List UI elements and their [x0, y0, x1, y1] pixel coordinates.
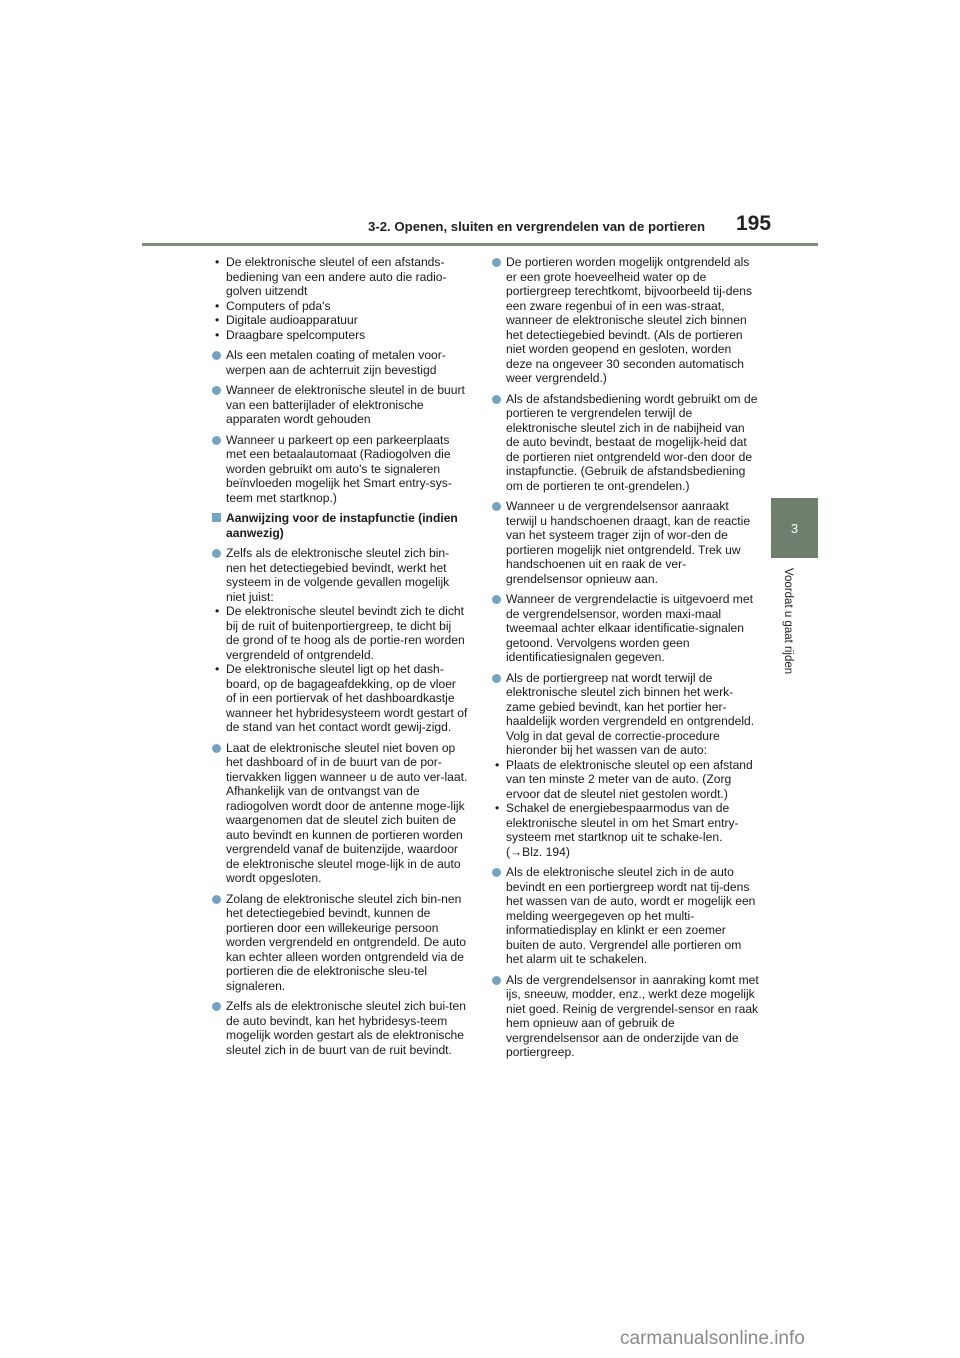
note-paragraph — [492, 671, 760, 860]
page-number: 195 — [736, 212, 772, 235]
note-paragraph — [212, 433, 468, 506]
square-bullet-icon — [212, 513, 221, 522]
chapter-tab[interactable]: 3 — [771, 498, 818, 558]
bullet-icon — [492, 595, 501, 604]
note-paragraph — [492, 255, 760, 386]
bullet-icon — [492, 868, 501, 877]
bullet-icon — [492, 395, 501, 404]
note-paragraph — [492, 592, 760, 665]
note-paragraph — [212, 383, 468, 427]
paragraph-text: Als de vergrendelsensor in aanraking komt met ijs, sneeuw, modder, enz., werkt deze mogelijk niet goed. Reinig de vergrendel-sensor en raak hem opnieuw aan of gebruik de vergrendelsensor aan de onderzijde van de portiergreep. — [506, 972, 759, 1059]
watermark: carmanualsonline.info — [620, 1328, 805, 1349]
list-item: • Digitale audioapparatuur — [212, 313, 468, 328]
note-paragraph — [212, 999, 468, 1057]
list-item: • Draagbare spelcomputers — [212, 328, 468, 343]
bullet-icon — [212, 895, 221, 904]
header-divider — [142, 243, 818, 246]
list-item: • Computers of pda's — [212, 299, 468, 314]
bullet-icon — [492, 976, 501, 985]
paragraph-text: Wanneer de vergrendelactie is uitgevoerd met de vergrendelsensor, worden maxi-maal tweemaal achter elkaar identificatie-signalen getoond. Vervolgens worden geen identificatiesignalen gegeven. — [506, 592, 753, 664]
note-paragraph — [212, 546, 468, 735]
interference-list — [212, 255, 468, 342]
bullet-icon — [212, 1002, 221, 1011]
list-item: • Plaats de elektronische sleutel op een afstand van ten minste 2 meter van de auto. (Zorg ervoor dat de sleutel niet gestolen wordt.) — [492, 758, 760, 802]
paragraph-text: Zelfs als de elektronische sleutel zich bin-nen het detectiegebied bevindt, werkt het systeem in de volgende gevallen mogelijk niet juist: — [226, 546, 450, 604]
paragraph-text: Als een metalen coating of metalen voor-werpen aan de achterruit zijn bevestigd — [226, 348, 446, 377]
paragraph-text: De portieren worden mogelijk ontgrendeld als er een grote hoeveelheid water op de portiergreep terechtkomt, bijvoorbeeld tij-dens een zware regenbui of in een was-straat, wanneer de elektronische sleutel zich binnen het detectiegebied bevindt. (Als de portieren niet worden geopend en gesloten, worden deze na ongeveer 30 seconden automatisch weer vergrendeld.) — [506, 255, 753, 385]
bullet-icon — [212, 436, 221, 445]
right-column — [492, 255, 760, 1066]
note-paragraph — [212, 348, 468, 377]
note-paragraph — [212, 892, 468, 994]
paragraph-text: Wanneer de elektronische sleutel in de buurt van een batterijlader of elektronische apparaten wordt gehouden — [226, 383, 465, 426]
note-paragraph — [492, 865, 760, 967]
bullet-icon — [492, 674, 501, 683]
chapter-side-label: Voordat u gaat rijden — [782, 568, 794, 675]
note-paragraph — [492, 499, 760, 586]
chapter-title: 3-2. Openen, sluiten en vergrendelen van de portieren — [368, 219, 706, 234]
paragraph-text: Laat de elektronische sleutel niet boven op het dashboard of in de buurt van de por-tiervakken liggen wanneer u de auto ver-laat. Afhankelijk van de ontvangst van de radiogolven wordt door de antenne moge-lijk waargenomen dat de sleutel zich buiten de auto bevindt en kunnen de portieren worden vergrendeld vanaf de buitenzijde, waardoor de elektronische sleutel moge-lijk in de auto wordt opgesloten. — [226, 740, 468, 885]
bullet-icon — [492, 258, 501, 267]
paragraph-text: Zelfs als de elektronische sleutel zich bui-ten de auto bevindt, kan het hybridesys-teem mogelijk worden gestart als de elektronische sleutel zich in de buurt van de ruit bevindt. — [226, 999, 466, 1057]
paragraph-text: Wanneer u parkeert op een parkeerplaats met een betaalautomaat (Radiogolven die worden gebruikt om auto's te signaleren beïnvloeden mogelijk het Smart entry-sys-teem met startknop.) — [226, 432, 452, 505]
bullet-icon — [492, 502, 501, 511]
left-column — [212, 255, 468, 1063]
paragraph-text: Als de afstandsbediening wordt gebruikt om de portieren te vergrendelen terwijl de elektronische sleutel zich in de nabijheid van de auto bevindt, bestaat de mogelijk-heid dat de portieren niet ontgrendeld wor-den door de instapfunctie. (Gebruik de afstandsbediening om de portieren te ont-grendelen.) — [506, 391, 758, 493]
bullet-icon — [212, 549, 221, 558]
section-heading — [212, 511, 468, 540]
list-item: • De elektronische sleutel of een afstands-bediening van een andere auto die radio-golven uitzendt — [212, 255, 468, 299]
paragraph-text: Als de elektronische sleutel zich in de auto bevindt en een portiergreep wordt nat tij-dens het wassen van de auto, wordt er mogelijk een melding weergegeven op het multi-informatiedisplay en klinkt er een zoemer buiten de auto. Vergrendel alle portieren om het alarm uit te schakelen. — [506, 865, 756, 966]
bullet-icon — [212, 744, 221, 753]
paragraph-text: Als de portiergreep nat wordt terwijl de elektronische sleutel zich binnen het werk-zame gebied bevindt, kan het portier her-haaldelijk worden vergrendeld en ontgrendeld. Volg in dat geval de correctie-procedure hieronder bij het wassen van de auto: — [506, 670, 755, 757]
paragraph-text: Zolang de elektronische sleutel zich bin-nen het detectiegebied bevindt, kunnen de portieren door een willekeurige persoon worden vergrendeld en ontgrendeld. De auto kan echter alleen worden ontgrendeld via de portieren die de elektronische sleu-tel signaleren. — [226, 891, 467, 993]
note-paragraph — [492, 392, 760, 494]
bullet-icon — [212, 386, 221, 395]
note-paragraph — [492, 973, 760, 1060]
list-item: • Schakel de energiebespaarmodus van de elektronische sleutel in om het Smart entry-systeem met startknop uit te schake-len. (→Blz. 194) — [492, 801, 760, 859]
note-paragraph — [212, 741, 468, 886]
list-item: • De elektronische sleutel bevindt zich te dicht bij de ruit of buitenportiergreep, te dicht bij de grond of te hoog als de portie-ren worden vergrendeld of ontgrendeld. — [212, 604, 468, 662]
paragraph-text: Wanneer u de vergrendelsensor aanraakt terwijl u handschoenen draagt, kan de reactie van het systeem trager zijn of wor-den de portieren mogelijk niet ontgrendeld. Trek uw handschoenen uit en raak de ver-grendelsensor opnieuw aan. — [506, 499, 751, 586]
list-item: • De elektronische sleutel ligt op het dash-board, op de bagageafdekking, op de vloer of in een portiervak of het dashboardkastje wanneer het hybridesysteem wordt gestart of de stand van het contact wordt gewij-zigd. — [212, 662, 468, 735]
heading-text: Aanwijzing voor de instapfunctie (indien aanwezig) — [226, 511, 458, 540]
bullet-icon — [212, 351, 221, 360]
